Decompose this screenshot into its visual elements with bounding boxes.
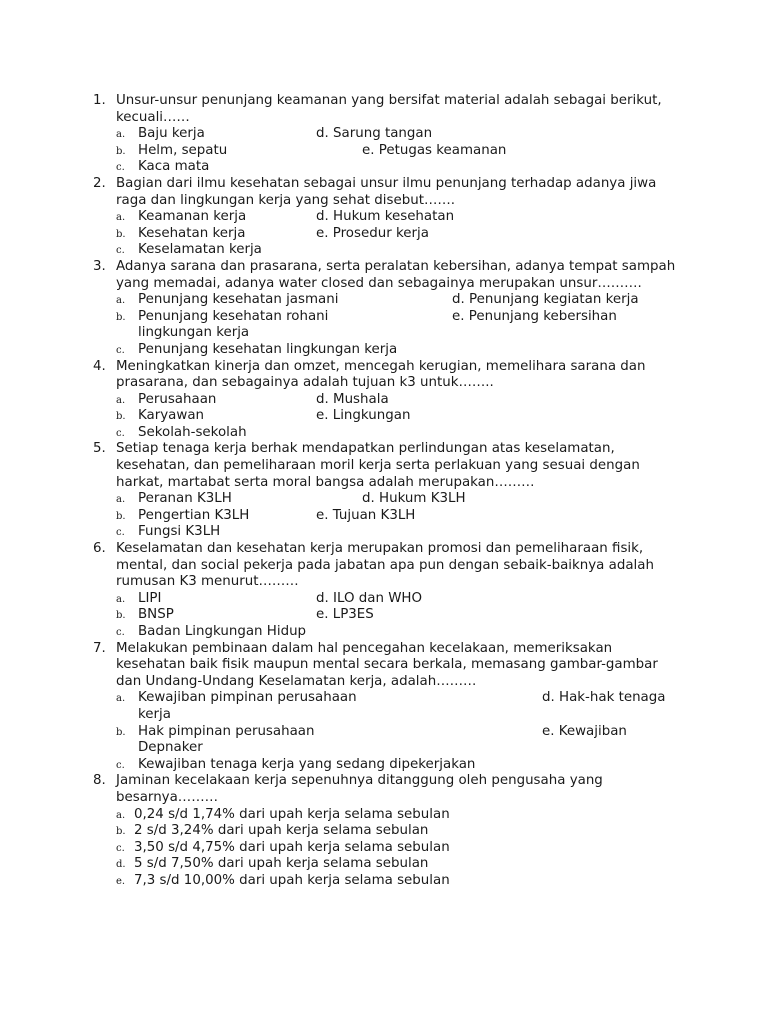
option-d: d. Sarung tangan xyxy=(316,126,433,142)
option-c: Kaca mata xyxy=(138,159,210,175)
option-letter: b. xyxy=(116,145,126,157)
option-continuation xyxy=(116,325,680,342)
option-a: Perusahaan xyxy=(138,391,217,407)
option-e-continued: lingkungan kerja xyxy=(138,325,250,341)
option-c: Keselamatan kerja xyxy=(138,242,262,258)
option-row xyxy=(116,840,680,857)
option-letter: a. xyxy=(116,129,126,141)
option-e: e. Penunjang kebersihan xyxy=(452,308,617,324)
question-4 xyxy=(0,359,768,442)
option-e: e. Prosedur kerja xyxy=(316,225,429,241)
question-2 xyxy=(0,176,768,259)
option-b: BNSP xyxy=(138,607,174,623)
option-row xyxy=(116,292,680,309)
option-b: Pengertian K3LH xyxy=(138,507,250,523)
option-letter: a. xyxy=(116,394,126,406)
option-b: Kesehatan kerja xyxy=(138,225,246,241)
option-row xyxy=(116,591,680,608)
option-row xyxy=(116,226,680,243)
option-letter: b. xyxy=(116,510,126,522)
option-row xyxy=(116,690,680,707)
option-row xyxy=(116,126,680,143)
option-a: Penunjang kesehatan jasmani xyxy=(138,292,339,308)
option-letter: b. xyxy=(116,411,126,423)
option-letter: c. xyxy=(116,162,125,174)
option-d: d. Mushala xyxy=(316,391,389,407)
option-c: Sekolah-sekolah xyxy=(138,424,247,440)
option-row xyxy=(116,757,680,774)
option-letter: c. xyxy=(116,427,125,439)
question-stem: Bagian dari ilmu kesehatan sebagai unsur ilmu penunjang terhadap adanya jiwa raga dan lingkungan kerja yang sehat disebut……. xyxy=(116,175,657,208)
option-letter: b. xyxy=(116,311,126,323)
question-number: 8. xyxy=(93,773,106,789)
option-b: Helm, sepatu xyxy=(138,142,228,158)
option-row xyxy=(116,508,680,525)
question-stem: Jaminan kecelakaan kerja sepenuhnya ditanggung oleh pengusaha yang besarnya……… xyxy=(116,773,603,805)
question-7 xyxy=(0,641,768,774)
option-row xyxy=(116,491,680,508)
option-row xyxy=(116,724,680,741)
option-row xyxy=(116,408,680,425)
option-letter: a. xyxy=(116,295,126,307)
option-d: d. Hukum kesehatan xyxy=(316,209,455,225)
option-b: 2 s/d 3,24% dari upah kerja selama sebulan xyxy=(134,823,429,839)
option-row xyxy=(116,242,680,259)
option-row xyxy=(116,425,680,442)
question-stem: Keselamatan dan kesehatan kerja merupakan promosi dan pemeliharaan fisik, mental, dan social pekerja pada jabatan apa pun dengan sebaik-baiknya adalah rumusan K3 menurut……… xyxy=(116,541,654,590)
question-number: 4. xyxy=(93,358,106,374)
option-letter: d. xyxy=(116,859,126,871)
option-row xyxy=(116,823,680,840)
option-d: d. Hukum K3LH xyxy=(362,491,466,507)
option-e: 7,3 s/d 10,00% dari upah kerja selama sebulan xyxy=(134,872,450,888)
option-b: Hak pimpinan perusahaan xyxy=(138,723,315,739)
question-8 xyxy=(0,773,768,889)
option-letter: b. xyxy=(116,228,126,240)
question-number: 3. xyxy=(93,258,106,274)
option-letter: b. xyxy=(116,726,126,738)
option-letter: a. xyxy=(116,693,126,705)
option-c: Kewajiban tenaga kerja yang sedang dipekerjakan xyxy=(138,756,476,772)
option-row xyxy=(116,524,680,541)
option-letter: c. xyxy=(116,527,125,539)
option-c: Fungsi K3LH xyxy=(138,524,221,540)
option-c: Badan Lingkungan Hidup xyxy=(138,624,307,639)
option-letter: b. xyxy=(116,826,126,838)
option-row xyxy=(116,159,680,176)
option-a: 0,24 s/d 1,74% dari upah kerja selama sebulan xyxy=(134,806,450,822)
option-row xyxy=(116,607,680,624)
option-letter: a. xyxy=(116,593,126,605)
option-b: Penunjang kesehatan rohani xyxy=(138,308,329,324)
option-e: e. Kewajiban xyxy=(542,723,627,739)
question-stem: Meningkatkan kinerja dan omzet, mencegah kerugian, memelihara sarana dan prasarana, dan sebagainya adalah tujuan k3 untuk…….. xyxy=(116,358,646,391)
option-row xyxy=(116,143,680,160)
question-number: 5. xyxy=(93,441,106,457)
question-stem: Unsur-unsur penunjang keamanan yang bersifat material adalah sebagai berikut, kecuali…… xyxy=(116,93,662,125)
option-a: LIPI xyxy=(138,590,162,606)
option-letter: c. xyxy=(116,627,125,638)
option-letter: c. xyxy=(116,344,125,356)
question-number: 7. xyxy=(93,640,106,656)
question-stem: Melakukan pembinaan dalam hal pencegahan kecelakaan, memeriksakan kesehatan baik fisik maupun mental secara berkala, memasang gambar-gambar dan Undang-Undang Keselamatan kerja, adalah……… xyxy=(116,640,658,689)
option-e-continued: Depnaker xyxy=(138,740,203,756)
option-e: e. LP3ES xyxy=(316,607,374,623)
option-row xyxy=(116,209,680,226)
option-e: e. Petugas keamanan xyxy=(362,142,507,158)
option-letter: b. xyxy=(116,610,126,622)
option-letter: c. xyxy=(116,842,125,854)
option-b: Karyawan xyxy=(138,408,205,424)
question-number: 2. xyxy=(93,175,106,191)
option-row xyxy=(116,309,680,326)
option-c: Penunjang kesehatan lingkungan kerja xyxy=(138,341,398,357)
question-number: 6. xyxy=(93,541,106,557)
option-e: e. Tujuan K3LH xyxy=(316,507,416,523)
question-number: 1. xyxy=(93,93,106,108)
question-5 xyxy=(0,441,768,541)
option-a: Kewajiban pimpinan perusahaan xyxy=(138,690,357,706)
option-d: d. Hak-hak tenaga xyxy=(542,690,666,706)
question-3 xyxy=(0,259,768,359)
question-list xyxy=(0,93,768,890)
option-a: Keamanan kerja xyxy=(138,209,247,225)
question-6 xyxy=(0,541,768,641)
option-row xyxy=(116,392,680,409)
option-d-continued: kerja xyxy=(138,706,171,722)
option-letter: a. xyxy=(116,494,126,506)
question-stem: Setiap tenaga kerja berhak mendapatkan perlindungan atas keselamatan, kesehatan, dan pemeliharaan moril kerja serta perlakuan yang sesuai dengan harkat, martabat serta moral bangsa adalah merupakan……… xyxy=(116,441,640,490)
option-d: d. ILO dan WHO xyxy=(316,590,423,606)
option-letter: a. xyxy=(116,212,126,224)
option-e: e. Lingkungan xyxy=(316,408,411,424)
option-continuation xyxy=(116,740,680,757)
question-stem: Adanya sarana dan prasarana, serta peralatan kebersihan, adanya tempat sampah yang memadai, adanya water closed dan sebagainya merupakan unsur………. xyxy=(116,258,676,291)
option-row xyxy=(116,807,680,824)
option-row xyxy=(116,342,680,359)
option-d: d. Penunjang kegiatan kerja xyxy=(452,292,639,308)
option-a: Peranan K3LH xyxy=(138,491,232,507)
option-continuation xyxy=(116,707,680,724)
option-a: Baju kerja xyxy=(138,126,205,142)
option-row xyxy=(116,856,680,873)
option-letter: a. xyxy=(116,809,126,821)
option-letter: e. xyxy=(116,875,126,887)
option-row xyxy=(116,873,680,890)
option-letter: c. xyxy=(116,759,125,771)
option-row xyxy=(116,624,680,641)
option-d: 5 s/d 7,50% dari upah kerja selama sebulan xyxy=(134,856,429,872)
option-letter: c. xyxy=(116,245,125,257)
question-1 xyxy=(0,93,768,176)
option-c: 3,50 s/d 4,75% dari upah kerja selama sebulan xyxy=(134,839,450,855)
